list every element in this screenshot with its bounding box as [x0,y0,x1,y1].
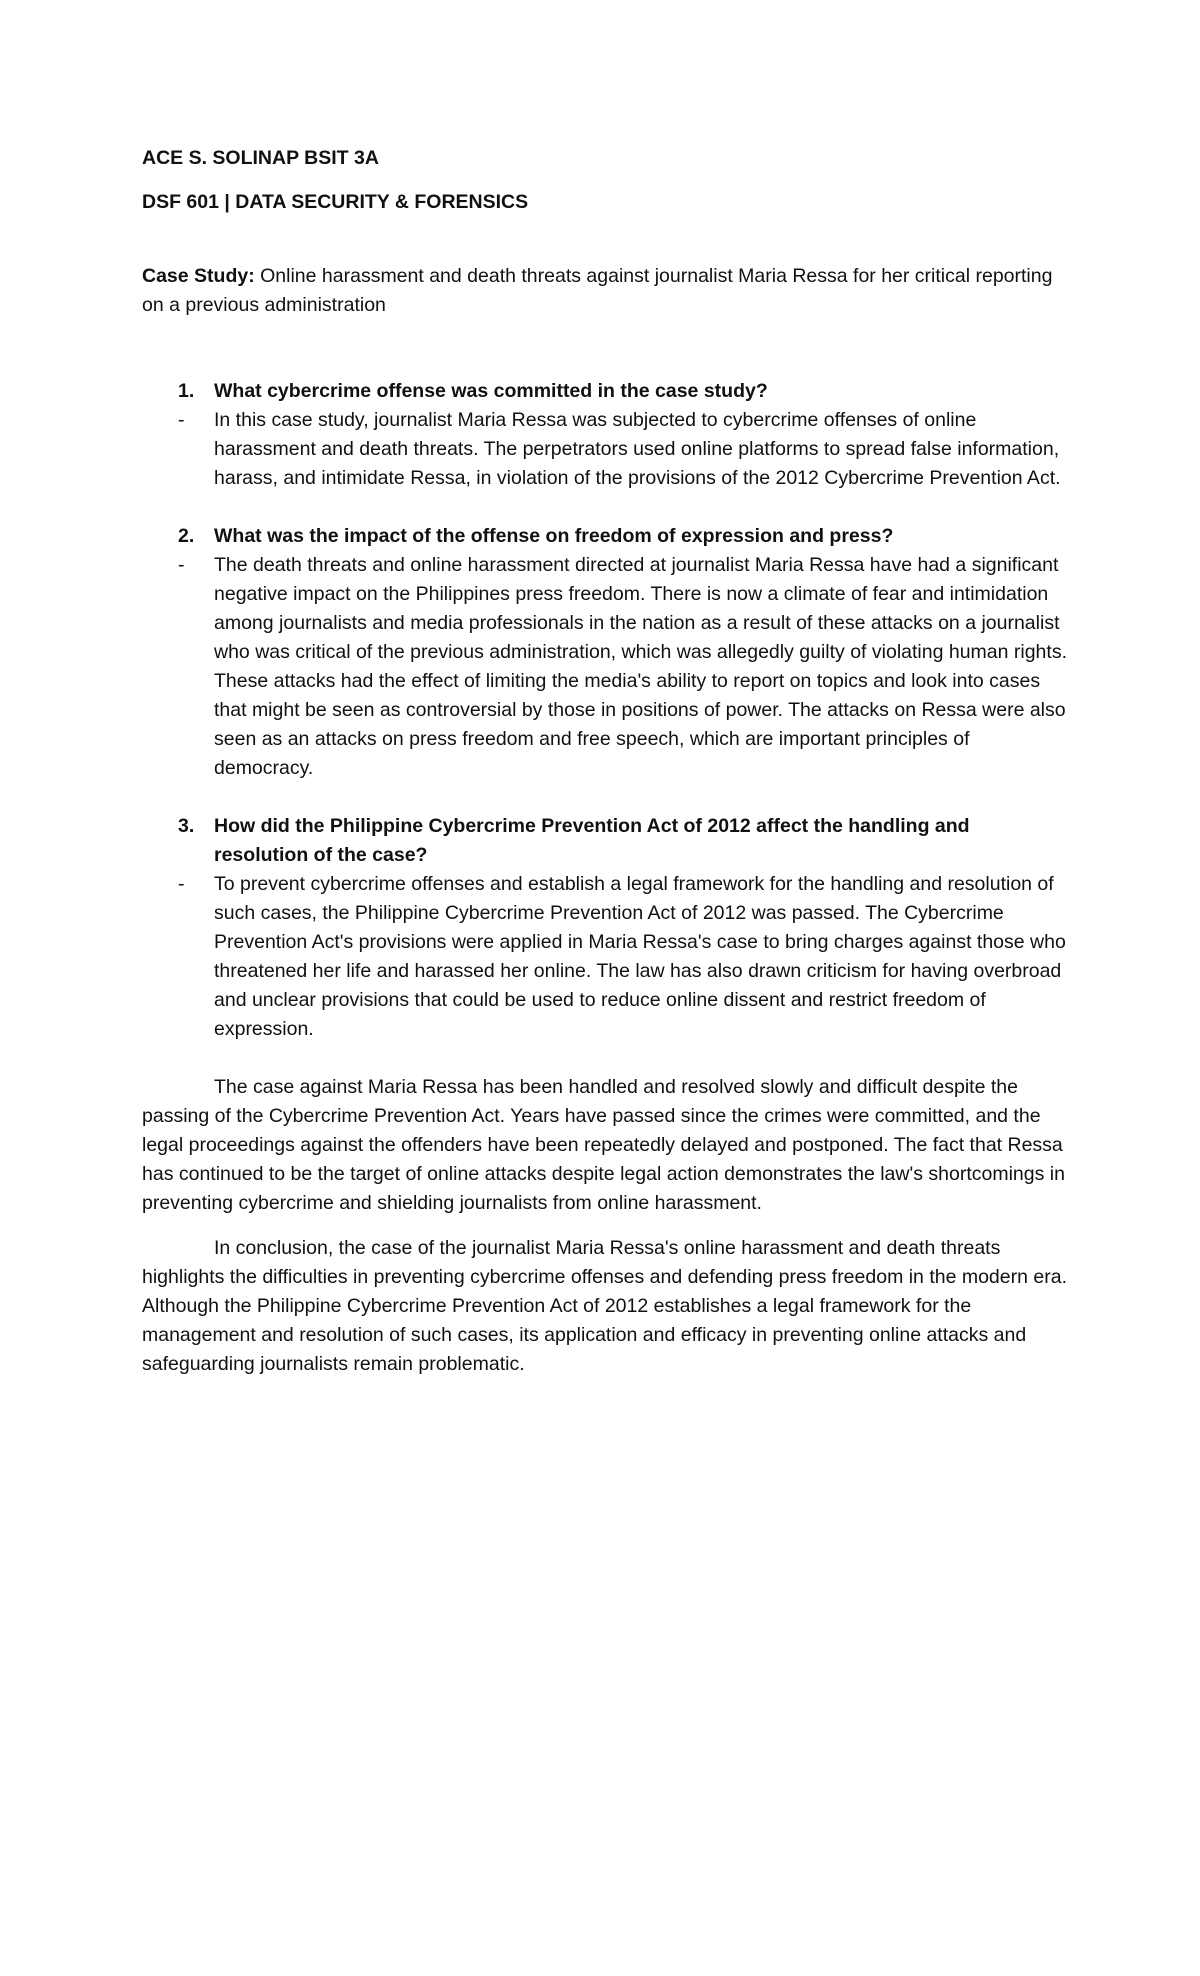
question-item [142,377,1068,493]
conclusion-section [142,1073,1068,1379]
question-text: What was the impact of the offense on freedom of expression and press? [214,525,894,547]
question-number: 2. [178,525,195,547]
question-item [142,522,1068,783]
conclusion-paragraph: In conclusion, the case of the journalist Maria Ressa's online harassment and death threats highlights the difficulties in preventing cybercrime offenses and defending press freedom in the modern era. Although the Philippine Cybercrime Prevention Act of 2012 establishes a legal framework for the management and resolution of such cases, its application and efficacy in preventing online attacks and safeguarding journalists remain problematic. [142,1237,1067,1375]
answer-text: To prevent cybercrime offenses and establish a legal framework for the handling and resolution of such cases, the Philippine Cybercrime Prevention Act of 2012 was passed. The Cybercrime Prevention Act's provisions were applied in Maria Ressa's case to bring charges against those who threatened her life and harassed her online. The law has also drawn criticism for having overbroad and unclear provisions that could be used to reduce online dissent and restrict freedom of expression. [214,873,1066,1040]
case-study-text: Online harassment and death threats against journalist Maria Ressa for her critical reporting on a previous administration [142,265,1053,316]
answer-bullet: - [178,554,185,576]
author-line: ACE S. SOLINAP BSIT 3A [142,147,379,169]
question-number: 3. [178,815,195,837]
answer-bullet: - [178,873,185,895]
answer-bullet: - [178,409,185,431]
question-item [142,812,1068,1044]
course-title: DSF 601 | DATA SECURITY & FORENSICS [142,191,529,213]
answer-text: The death threats and online harassment directed at journalist Maria Ressa have had a significant negative impact on the Philippines press freedom. There is now a climate of fear and intimidation among journalists and media professionals in the nation as a result of these attacks on a journalist who was critical of the previous administration, which was allegedly guilty of violating human rights. These attacks had the effect of limiting the media's ability to report on topics and look into cases that might be seen as controversial by those in positions of power. The attacks on Ressa were also seen as an attacks on press freedom and free speech, which are important principles of democracy. [214,554,1067,779]
question-number: 1. [178,380,195,402]
document-page [142,142,1068,1395]
body-paragraph: The case against Maria Ressa has been handled and resolved slowly and difficult despite the passing of the Cybercrime Prevention Act. Years have passed since the crimes were committed, and the legal proceedings against the offenders have been repeatedly delayed and postponed. The fact that Ressa has continued to be the target of online attacks despite legal action demonstrates the law's shortcomings in preventing cybercrime and shielding journalists from online harassment. [142,1076,1065,1214]
answer-text: In this case study, journalist Maria Ressa was subjected to cybercrime offenses of online harassment and death threats. The perpetrators used online platforms to spread false information, harass, and intimidate Ressa, in violation of the provisions of the 2012 Cybercrime Prevention Act. [214,409,1061,489]
question-list [142,377,1068,1044]
case-study-label: Case Study: [142,265,255,287]
question-text: What cybercrime offense was committed in the case study? [214,380,768,402]
question-text: How did the Philippine Cybercrime Prevention Act of 2012 affect the handling and resolution of the case? [214,815,970,866]
case-study [142,262,1068,320]
